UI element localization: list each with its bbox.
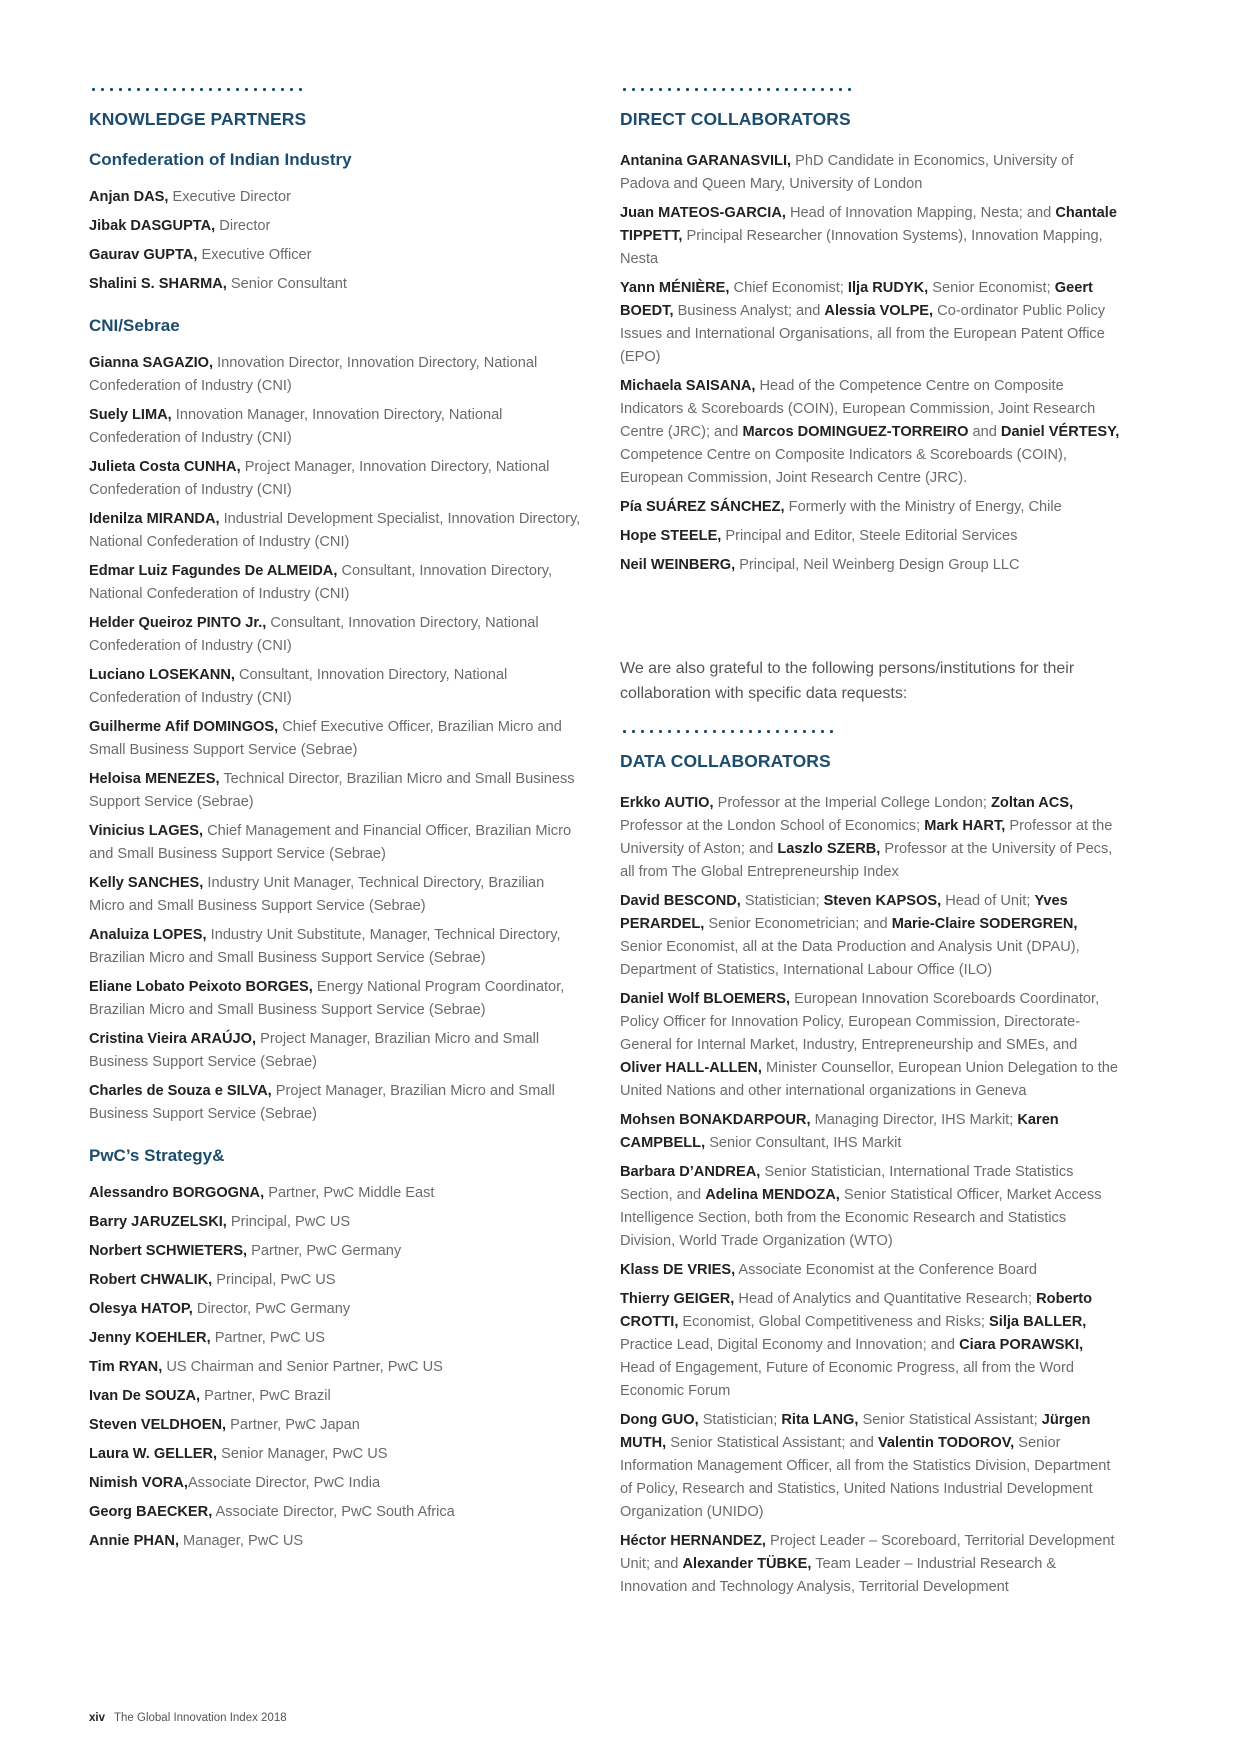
person-role: Associate Economist at the Conference Board <box>735 1262 1037 1278</box>
person-name: Vinicius LAGES, <box>89 823 204 839</box>
person-name: Mohsen BONAKDARPOUR, <box>620 1112 811 1128</box>
person-entry <box>89 1472 581 1495</box>
person-entry <box>89 716 581 762</box>
person-role: Senior Statistician, International Trade Statistics Section, and <box>620 1164 1074 1203</box>
person-name: Chantale TIPPETT, <box>620 205 1117 244</box>
person-role: Consultant, Innovation Directory, National Confederation of Industry (CNI) <box>89 563 553 602</box>
page-number: xiv <box>89 1712 105 1724</box>
person-name: Georg BAECKER, <box>89 1504 213 1520</box>
person-name: Helder Queiroz PINTO Jr., <box>89 615 267 631</box>
person-role: Project Leader – Scoreboard, Territorial Development Unit; and <box>620 1533 1115 1572</box>
data-collaborators-heading: DATA COLLABORATORS <box>620 751 831 771</box>
person-role: Head of Engagement, Future of Economic Progress, all from the Word Economic Forum <box>620 1360 1074 1399</box>
person-role: Head of Innovation Mapping, Nesta; and <box>785 205 1056 221</box>
person-role: Professor at the University of Pecs, all from The Global Entrepreneurship Index <box>620 841 1113 880</box>
person-role: Energy National Program Coordinator, Brazilian Micro and Small Business Support Service (Sebrae) <box>89 979 565 1018</box>
person-role: Director <box>215 218 271 234</box>
person-role: Project Manager, Innovation Directory, National Confederation of Industry (CNI) <box>89 459 550 498</box>
cni-sebrae-heading: CNI/Sebrae <box>89 316 180 335</box>
person-role: Executive Officer <box>197 247 312 263</box>
person-role: Senior Information Management Officer, all from the Statistics Division, Department of Policy, Research and Statistics, United Nations Industrial Development Organization (UNIDO) <box>620 1435 1111 1520</box>
person-entry <box>89 456 581 502</box>
person-name: Kelly SANCHES, <box>89 875 204 891</box>
collaborator-entry <box>620 1161 1120 1253</box>
person-entry <box>89 1240 581 1263</box>
person-role: Senior Manager, PwC US <box>217 1446 388 1462</box>
person-role: Economist, Global Competitiveness and Risks; <box>678 1314 990 1330</box>
person-entry <box>89 1028 581 1074</box>
person-role: Managing Director, IHS Markit; <box>810 1112 1018 1128</box>
person-role: Industry Unit Manager, Technical Directory, Brazilian Micro and Small Business Support Service (Sebrae) <box>89 875 545 914</box>
person-name: Mark HART, <box>924 818 1006 834</box>
collaborator-entry <box>620 1409 1120 1524</box>
person-role: Partner, PwC Brazil <box>200 1388 331 1404</box>
person-role: Co-ordinator Public Policy Issues and International Organisations, all from the European Patent Office (EPO) <box>620 303 1106 365</box>
person-name: Luciano LOSEKANN, <box>89 667 235 683</box>
collaborator-entry <box>620 525 1120 548</box>
person-role: Partner, PwC Germany <box>247 1243 402 1259</box>
person-name: Geert BOEDT, <box>620 280 1093 319</box>
person-name: Charles de Souza e SILVA, <box>89 1083 272 1099</box>
person-name: Idenilza MIRANDA, <box>89 511 220 527</box>
collaborator-entry <box>620 202 1120 271</box>
pwc-strategy-heading: PwC’s Strategy& <box>89 1146 225 1165</box>
person-role: Partner, PwC US <box>210 1330 325 1346</box>
person-role: Consultant, Innovation Directory, National Confederation of Industry (CNI) <box>89 615 539 654</box>
person-role: Project Manager, Brazilian Micro and Small Business Support Service (Sebrae) <box>89 1031 540 1070</box>
dotted-rule <box>620 88 854 91</box>
person-entry <box>89 404 581 450</box>
person-entry <box>89 352 581 398</box>
person-role: Formerly with the Ministry of Energy, Chile <box>784 499 1062 515</box>
person-role: Minister Counsellor, European Union Delegation to the United Nations and other international organizations in Geneva <box>620 1060 1119 1099</box>
person-name: Yann MÉNIÈRE, <box>620 280 730 296</box>
person-role: Principal and Editor, Steele Editorial Services <box>721 528 1018 544</box>
person-entry <box>89 768 581 814</box>
person-name: Robert CHWALIK, <box>89 1272 213 1288</box>
person-name: Edmar Luiz Fagundes De ALMEIDA, <box>89 563 338 579</box>
collaborator-entry <box>620 890 1120 982</box>
collaborator-entry <box>620 1259 1120 1282</box>
person-name: Ciara PORAWSKI, <box>959 1337 1084 1353</box>
person-role: Chief Economist; <box>729 280 848 296</box>
person-name: Alexander TÜBKE, <box>682 1556 812 1572</box>
person-role: European Innovation Scoreboards Coordinator, Policy Officer for Innovation Policy, European Commission, Directorate-General for Internal Market, Industry, Entrepreneurship and SMEs, and <box>620 991 1100 1053</box>
person-name: Anjan DAS, <box>89 189 169 205</box>
person-name: Steven KAPSOS, <box>823 893 942 909</box>
person-entry <box>89 273 581 296</box>
person-role: Industrial Development Specialist, Innovation Directory, National Confederation of Industry (CNI) <box>89 511 581 550</box>
person-role: Principal, Neil Weinberg Design Group LLC <box>735 557 1020 573</box>
person-name: Neil WEINBERG, <box>620 557 736 573</box>
person-name: Eliane Lobato Peixoto BORGES, <box>89 979 313 995</box>
person-entry <box>89 872 581 918</box>
person-role: Principal, PwC US <box>212 1272 336 1288</box>
person-name: Pía SUÁREZ SÁNCHEZ, <box>620 499 785 515</box>
page-footer <box>89 1712 287 1724</box>
person-role: Partner, PwC Japan <box>226 1417 360 1433</box>
person-role: Statistician; <box>740 893 824 909</box>
person-role: and <box>968 424 1001 440</box>
person-role: Competence Centre on Composite Indicators & Scoreboards (COIN), European Commission, Joint Research Centre (JRC). <box>620 447 1067 486</box>
person-name: Marcos DOMINGUEZ-TORREIRO <box>742 424 969 440</box>
person-name: Analuiza LOPES, <box>89 927 207 943</box>
person-entry <box>89 612 581 658</box>
person-entry <box>89 1080 581 1126</box>
person-entry <box>89 215 581 238</box>
collaborator-entry <box>620 1288 1120 1403</box>
person-name: Roberto CROTTI, <box>620 1291 1093 1330</box>
collaborator-entry <box>620 554 1120 577</box>
collaborator-entry <box>620 375 1120 490</box>
person-name: Oliver HALL-ALLEN, <box>620 1060 762 1076</box>
person-name: Héctor HERNANDEZ, <box>620 1533 766 1549</box>
person-entry <box>89 1443 581 1466</box>
person-entry <box>89 664 581 710</box>
cni-sebrae-list <box>89 352 581 1126</box>
cii-list <box>89 186 581 296</box>
person-entry <box>89 1501 581 1524</box>
person-name: Daniel Wolf BLOEMERS, <box>620 991 791 1007</box>
person-name: Valentin TODOROV, <box>877 1435 1015 1451</box>
person-name: Ilja RUDYK, <box>847 280 929 296</box>
person-name: Ivan De SOUZA, <box>89 1388 201 1404</box>
person-entry <box>89 924 581 970</box>
collaborator-entry <box>620 792 1120 884</box>
person-name: Suely LIMA, <box>89 407 172 423</box>
person-role: Practice Lead, Digital Economy and Innovation; and <box>620 1337 960 1353</box>
collaborator-entry <box>620 150 1120 196</box>
person-entry <box>89 976 581 1022</box>
person-name: Klass DE VRIES, <box>620 1262 736 1278</box>
person-name: Julieta Costa CUNHA, <box>89 459 241 475</box>
person-name: Alessandro BORGOGNA, <box>89 1185 265 1201</box>
person-role: Associate Director, PwC India <box>187 1475 381 1491</box>
person-entry <box>89 1385 581 1408</box>
person-role: Head of the Competence Centre on Composite Indicators & Scoreboards (COIN), European Commission, Joint Research Centre (JRC); and <box>620 378 1096 440</box>
person-role: Industry Unit Substitute, Manager, Technical Directory, Brazilian Micro and Small Business Support Service (Sebrae) <box>89 927 561 966</box>
person-name: Cristina Vieira ARAÚJO, <box>89 1031 257 1047</box>
person-role: Senior Consultant <box>226 276 347 292</box>
person-name: Barbara D’ANDREA, <box>620 1164 761 1180</box>
person-entry <box>89 1298 581 1321</box>
person-name: Annie PHAN, <box>89 1533 179 1549</box>
person-name: Michaela SAISANA, <box>620 378 756 394</box>
person-name: Juan MATEOS-GARCIA, <box>620 205 786 221</box>
person-role: Business Analyst; and <box>673 303 825 319</box>
dotted-rule <box>620 730 836 733</box>
person-role: US Chairman and Senior Partner, PwC US <box>162 1359 443 1375</box>
person-role: Project Manager, Brazilian Micro and Small Business Support Service (Sebrae) <box>89 1083 555 1122</box>
person-role: Consultant, Innovation Directory, National Confederation of Industry (CNI) <box>89 667 508 706</box>
person-name: Laszlo SZERB, <box>777 841 881 857</box>
person-role: PhD Candidate in Economics, University of Padova and Queen Mary, University of London <box>620 153 1074 192</box>
person-entry <box>89 1182 581 1205</box>
person-name: Olesya HATOP, <box>89 1301 193 1317</box>
person-role: Head of Unit; <box>941 893 1035 909</box>
person-name: Dong GUO, <box>620 1412 699 1428</box>
person-name: Yves PERARDEL, <box>620 893 1068 932</box>
person-role: Manager, PwC US <box>179 1533 304 1549</box>
person-name: Shalini S. SHARMA, <box>89 276 227 292</box>
collaborator-entry <box>620 988 1120 1103</box>
person-name: Daniel VÉRTESY, <box>1000 424 1120 440</box>
person-name: Gianna SAGAZIO, <box>89 355 214 371</box>
person-name: Karen CAMPBELL, <box>620 1112 1059 1151</box>
person-role: Senior Consultant, IHS Markit <box>705 1135 902 1151</box>
person-entry <box>89 1327 581 1350</box>
person-role: Principal Researcher (Innovation Systems), Innovation Mapping, Nesta <box>620 228 1103 267</box>
person-role: Senior Statistical Assistant; <box>858 1412 1042 1428</box>
person-name: Thierry GEIGER, <box>620 1291 735 1307</box>
pwc-list <box>89 1182 581 1553</box>
person-role: Senior Econometrician; and <box>704 916 892 932</box>
dotted-rule <box>89 88 305 91</box>
person-name: Guilherme Afif DOMINGOS, <box>89 719 279 735</box>
person-name: Nimish VORA, <box>89 1475 188 1491</box>
person-role: Technical Director, Brazilian Micro and Small Business Support Service (Sebrae) <box>89 771 575 810</box>
person-name: Jibak DASGUPTA, <box>89 218 216 234</box>
person-name: David BESCOND, <box>620 893 741 909</box>
person-role: Partner, PwC Middle East <box>264 1185 435 1201</box>
knowledge-partners-heading: KNOWLEDGE PARTNERS <box>89 109 307 129</box>
cii-heading: Confederation of Indian Industry <box>89 150 352 169</box>
person-name: Rita LANG, <box>781 1412 859 1428</box>
collaborator-entry <box>620 1530 1120 1599</box>
person-entry <box>89 820 581 866</box>
person-name: Gaurav GUPTA, <box>89 247 198 263</box>
person-name: Adelina MENDOZA, <box>705 1187 840 1203</box>
collaborator-entry <box>620 277 1120 369</box>
person-role: Principal, PwC US <box>226 1214 351 1230</box>
person-role: Chief Executive Officer, Brazilian Micro and Small Business Support Service (Sebrae) <box>89 719 562 758</box>
person-entry <box>89 1356 581 1379</box>
person-entry <box>89 560 581 606</box>
person-name: Steven VELDHOEN, <box>89 1417 227 1433</box>
direct-collaborators-list <box>620 150 1120 577</box>
person-role: Professor at the London School of Economics; <box>620 818 925 834</box>
person-name: Antanina GARANASVILI, <box>620 153 792 169</box>
person-role: Head of Analytics and Quantitative Research; <box>734 1291 1037 1307</box>
publication-title: The Global Innovation Index 2018 <box>114 1712 287 1724</box>
direct-collaborators-heading: DIRECT COLLABORATORS <box>620 109 851 129</box>
person-role: Senior Statistical Assistant; and <box>666 1435 878 1451</box>
person-entry <box>89 1414 581 1437</box>
person-name: Silja BALLER, <box>989 1314 1087 1330</box>
person-entry <box>89 244 581 267</box>
person-name: Marie-Claire SODERGREN, <box>891 916 1078 932</box>
person-name: Norbert SCHWIETERS, <box>89 1243 248 1259</box>
data-requests-intro: We are also grateful to the following persons/institutions for their collaboration with specific data requests: <box>620 660 1075 702</box>
person-role: Professor at the University of Aston; and <box>620 818 1113 857</box>
person-entry <box>89 1269 581 1292</box>
person-role: Professor at the Imperial College London; <box>713 795 991 811</box>
person-role: Senior Economist; <box>928 280 1055 296</box>
person-role: Team Leader – Industrial Research & Innovation and Technology Analysis, Territorial Development <box>620 1556 1057 1595</box>
person-name: Barry JARUZELSKI, <box>89 1214 227 1230</box>
person-name: Erkko AUTIO, <box>620 795 714 811</box>
right-column <box>620 88 1120 1605</box>
person-role: Statistician; <box>698 1412 782 1428</box>
person-name: Hope STEELE, <box>620 528 722 544</box>
person-role: Innovation Director, Innovation Directory, National Confederation of Industry (CNI) <box>89 355 538 394</box>
person-role: Director, PwC Germany <box>192 1301 351 1317</box>
person-role: Chief Management and Financial Officer, Brazilian Micro and Small Business Support Service (Sebrae) <box>89 823 572 862</box>
person-name: Heloisa MENEZES, <box>89 771 220 787</box>
collaborator-entry <box>620 1109 1120 1155</box>
person-role: Senior Statistical Officer, Market Access Intelligence Section, both from the Economic Research and Statistics Division, World Trade Organization (WTO) <box>620 1187 1102 1249</box>
person-role: Executive Director <box>168 189 291 205</box>
person-entry <box>89 508 581 554</box>
person-name: Tim RYAN, <box>89 1359 163 1375</box>
person-name: Alessia VOLPE, <box>824 303 934 319</box>
person-entry <box>89 1211 581 1234</box>
person-entry <box>89 186 581 209</box>
person-role: Innovation Manager, Innovation Directory, National Confederation of Industry (CNI) <box>89 407 503 446</box>
person-entry <box>89 1530 581 1553</box>
data-collaborators-list <box>620 792 1120 1599</box>
left-column <box>89 88 581 1559</box>
person-role: Associate Director, PwC South Africa <box>212 1504 455 1520</box>
person-role: Senior Economist, all at the Data Production and Analysis Unit (DPAU), Department of Statistics, International Labour Office (ILO) <box>620 939 1080 978</box>
person-name: Laura W. GELLER, <box>89 1446 218 1462</box>
person-name: Jürgen MUTH, <box>620 1412 1091 1451</box>
person-name: Jenny KOEHLER, <box>89 1330 211 1346</box>
person-name: Zoltan ACS, <box>990 795 1074 811</box>
collaborator-entry <box>620 496 1120 519</box>
